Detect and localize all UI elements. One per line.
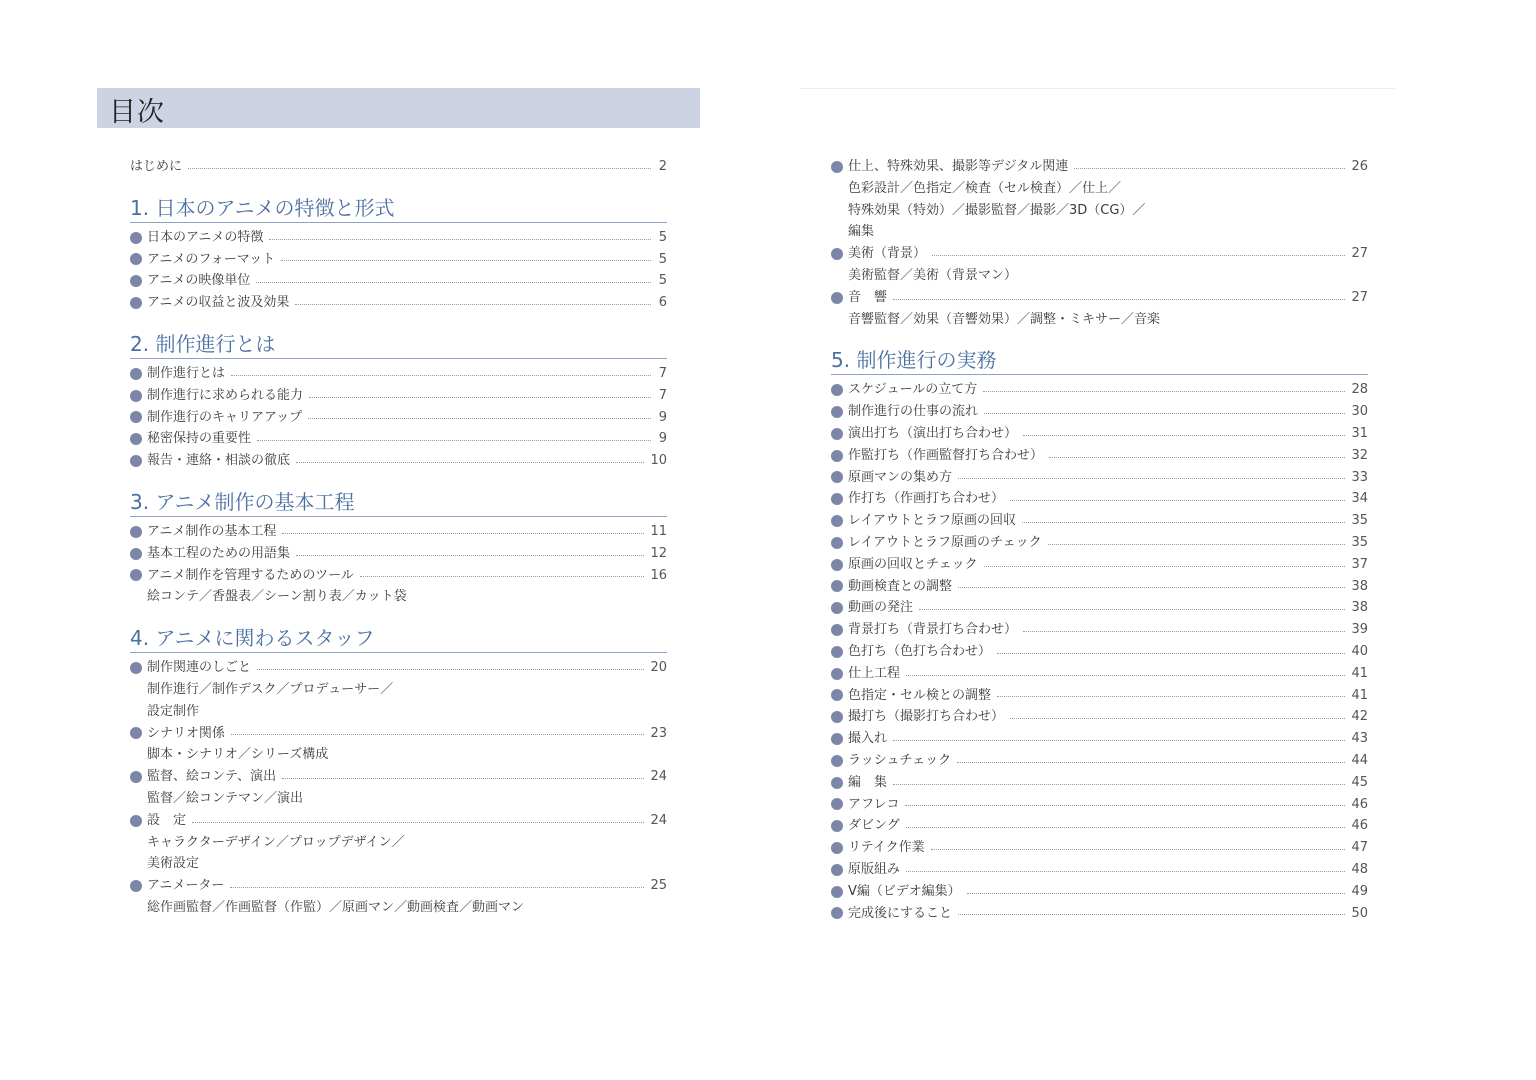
toc-entry[interactable]	[831, 287, 1368, 309]
toc-entry-page: 9	[658, 431, 667, 447]
bullet-icon	[831, 711, 843, 723]
toc-entry[interactable]	[130, 657, 667, 679]
toc-entry[interactable]	[831, 728, 1368, 750]
toc-entry-page: 16	[650, 567, 667, 583]
toc-entry-label: シナリオ関係	[147, 725, 225, 741]
bullet-icon	[831, 755, 843, 767]
toc-sub-entry: 特殊効果（特効）／撮影監督／撮影／3D（CG）／	[848, 202, 1146, 218]
dot-leader	[1023, 630, 1345, 632]
toc-entry[interactable]	[130, 521, 667, 543]
toc-entry-label: 原画の回収とチェック	[848, 556, 978, 572]
toc-entry-label: 制作関連のしごと	[147, 660, 252, 676]
toc-entry[interactable]	[831, 576, 1368, 598]
toc-entry-page: 38	[1351, 578, 1368, 594]
toc-entry[interactable]	[831, 401, 1368, 423]
bullet-icon	[130, 368, 142, 380]
bullet-icon	[831, 842, 843, 854]
toc-entry[interactable]	[831, 815, 1368, 837]
toc-entry-page: 24	[650, 769, 667, 785]
bullet-icon	[130, 275, 142, 287]
toc-entry-page: 47	[1351, 840, 1368, 856]
toc-entry-page: 35	[1351, 513, 1368, 529]
top-rule	[800, 88, 1395, 89]
toc-entry[interactable]	[831, 467, 1368, 489]
dot-leader	[309, 396, 651, 398]
dot-leader	[257, 439, 651, 441]
toc-entry-page: 40	[1351, 643, 1368, 659]
toc-entry-label: アニメの映像単位	[147, 273, 251, 289]
dot-leader	[231, 374, 651, 376]
toc-entry-page: 31	[1351, 425, 1368, 441]
toc-intro-label: はじめに	[130, 159, 183, 174]
toc-entry[interactable]	[831, 903, 1368, 925]
toc-entry[interactable]	[831, 641, 1368, 663]
dot-leader	[906, 826, 1346, 828]
toc-entry-page: 44	[1351, 752, 1368, 768]
dot-leader	[983, 390, 1345, 392]
dot-leader	[997, 695, 1345, 697]
bullet-icon	[831, 624, 843, 636]
bullet-icon	[831, 864, 843, 876]
bullet-icon	[130, 455, 142, 467]
toc-entry[interactable]	[831, 881, 1368, 903]
toc-intro-page: 2	[658, 159, 667, 174]
toc-entry[interactable]	[831, 423, 1368, 445]
bullet-icon	[831, 777, 843, 789]
toc-entry[interactable]	[130, 875, 667, 897]
bullet-icon	[831, 886, 843, 898]
toc-entry-label: 美術（背景）	[848, 246, 927, 262]
toc-entry-page: 38	[1351, 600, 1368, 616]
bullet-icon	[130, 662, 142, 674]
toc-entry-page: 27	[1351, 289, 1368, 305]
toc-entry-page: 7	[658, 387, 667, 403]
bullet-icon	[831, 292, 843, 304]
toc-entry[interactable]	[831, 685, 1368, 707]
toc-entry[interactable]	[831, 663, 1368, 685]
toc-entry[interactable]	[831, 706, 1368, 728]
toc-entry-page: 12	[650, 545, 667, 561]
toc-entry-page: 46	[1351, 796, 1368, 812]
toc-sub-entry: 脚本・シナリオ／シリーズ構成	[147, 747, 329, 763]
toc-entry-label: 演出打ち（演出打ち合わせ）	[848, 425, 1018, 441]
toc-entry[interactable]	[130, 407, 667, 429]
toc-entry-label: リテイク作業	[848, 840, 925, 856]
bullet-icon	[831, 689, 843, 701]
toc-entry-page: 24	[650, 812, 667, 828]
toc-right-section	[831, 346, 1368, 924]
toc-entry-page: 20	[650, 660, 667, 676]
toc-entry[interactable]	[831, 837, 1368, 859]
bullet-icon	[130, 771, 142, 783]
page-title: 目次	[109, 97, 165, 128]
toc-entry-label: 色打ち（色打ち合わせ）	[848, 643, 992, 659]
dot-leader	[231, 733, 645, 735]
bullet-icon	[831, 493, 843, 505]
toc-entry[interactable]	[831, 379, 1368, 401]
toc-entry[interactable]	[831, 772, 1368, 794]
bullet-icon	[831, 471, 843, 483]
toc-entry-label: 動画検査との調整	[848, 578, 953, 594]
toc-entry-label: 作監打ち（作画監督打ち合わせ）	[848, 447, 1044, 463]
dot-leader	[308, 417, 651, 419]
toc-entry-page: 7	[658, 365, 667, 381]
dot-leader	[188, 167, 651, 169]
toc-entry-label: 報告・連絡・相談の徹底	[147, 453, 291, 469]
bullet-icon	[831, 248, 843, 260]
bullet-icon	[831, 161, 843, 173]
toc-entry-page: 49	[1351, 883, 1368, 899]
toc-entry-page: 5	[658, 273, 667, 289]
dot-leader	[360, 575, 645, 577]
toc-entry-label: アニメのフォーマット	[147, 251, 276, 267]
toc-right-continued	[831, 156, 1368, 330]
toc-entry-label: アニメ制作の基本工程	[147, 523, 277, 539]
dot-leader	[230, 886, 644, 888]
toc-entry-label: 色指定・セル検との調整	[848, 687, 992, 703]
bullet-icon	[130, 232, 142, 244]
dot-leader	[893, 739, 1345, 741]
toc-sub-entry: 美術設定	[147, 856, 200, 872]
section-heading[interactable]: 2. 制作進行とは	[130, 330, 667, 359]
section-heading[interactable]: 1. 日本のアニメの特徴と形式	[130, 194, 667, 223]
toc-entry-label: 撮打ち（撮影打ち合わせ）	[848, 709, 1005, 725]
toc-section	[130, 624, 667, 919]
toc-entry-page: 41	[1351, 665, 1368, 681]
toc-entry-page: 23	[650, 725, 667, 741]
dot-leader	[906, 674, 1345, 676]
dot-leader	[296, 554, 644, 556]
toc-entry[interactable]	[831, 750, 1368, 772]
toc-entry[interactable]	[831, 532, 1368, 554]
bullet-icon	[831, 559, 843, 571]
dot-leader	[296, 461, 644, 463]
toc-entry-label: 基本工程のための用語集	[147, 545, 291, 561]
toc-entry-page: 5	[658, 229, 667, 245]
dot-leader	[958, 913, 1345, 915]
toc-entry-page: 27	[1351, 246, 1368, 262]
toc-entry[interactable]	[831, 794, 1368, 816]
bullet-icon	[831, 580, 843, 592]
dot-leader	[282, 777, 644, 779]
bullet-icon	[130, 390, 142, 402]
toc-entry[interactable]	[831, 156, 1368, 178]
bullet-icon	[831, 646, 843, 658]
toc-entry-label: 制作進行とは	[147, 365, 226, 381]
toc-sub-entry: 色彩設計／色指定／検査（セル検査）／仕上／	[848, 180, 1122, 196]
dot-leader	[906, 870, 1345, 872]
dot-leader	[931, 848, 1346, 850]
bullet-icon	[831, 406, 843, 418]
toc-entry[interactable]	[130, 292, 667, 314]
dot-leader	[958, 477, 1345, 479]
toc-entry-label: 制作進行の仕事の流れ	[848, 404, 979, 420]
toc-entry-label: アニメ制作を管理するためのツール	[147, 567, 354, 583]
dot-leader	[1049, 456, 1345, 458]
toc-entry[interactable]	[130, 385, 667, 407]
toc-entry-label: 仕上工程	[848, 665, 901, 681]
toc-entry-label: 編 集	[848, 774, 888, 790]
toc-entry-label: ダビング	[848, 818, 900, 834]
toc-entry-page: 45	[1351, 774, 1368, 790]
toc-entry[interactable]	[130, 810, 667, 832]
toc-entry[interactable]	[130, 363, 667, 385]
toc-entry-page: 42	[1351, 709, 1368, 725]
toc-entry-label: アフレコ	[848, 796, 900, 812]
toc-sub-entry: 総作画監督／作画監督（作監）／原画マン／動画検査／動画マン	[147, 899, 525, 915]
bullet-icon	[130, 526, 142, 538]
toc-entry[interactable]	[130, 543, 667, 565]
toc-entry-label: スケジュールの立て方	[848, 382, 978, 398]
dot-leader	[192, 821, 644, 823]
toc-entry-label: 撮入れ	[848, 731, 888, 747]
toc-entry-page: 9	[658, 409, 667, 425]
toc-entry-page: 39	[1351, 622, 1368, 638]
toc-entry-page: 50	[1351, 905, 1368, 921]
toc-entry-page: 5	[658, 251, 667, 267]
toc-entry[interactable]	[130, 249, 667, 271]
section-heading[interactable]: 5. 制作進行の実務	[831, 346, 1368, 375]
toc-entry-page: 26	[1351, 159, 1368, 174]
dot-leader	[997, 652, 1345, 654]
toc-entry[interactable]	[130, 227, 667, 249]
bullet-icon	[831, 907, 843, 919]
bullet-icon	[831, 537, 843, 549]
bullet-icon	[130, 411, 142, 423]
dot-leader	[957, 761, 1345, 763]
toc-entry-label: レイアウトとラフ原画の回収	[848, 513, 1016, 529]
dot-leader	[984, 412, 1345, 414]
toc-entry-label: 設 定	[147, 812, 187, 828]
toc-entry-label: V編（ビデオ編集）	[848, 883, 961, 899]
toc-entry[interactable]	[130, 766, 667, 788]
toc-sub-entry: 監督／絵コンテマン／演出	[147, 790, 304, 806]
dot-leader	[1023, 434, 1345, 436]
toc-entry-label: 背景打ち（背景打ち合わせ）	[848, 622, 1018, 638]
bullet-icon	[130, 569, 142, 581]
toc-entry[interactable]	[130, 270, 667, 292]
dot-leader	[893, 783, 1345, 785]
dot-leader	[984, 565, 1346, 567]
toc-entry-label: 音 響	[848, 289, 888, 305]
bullet-icon	[130, 253, 142, 265]
toc-entry-label: 完成後にすること	[848, 905, 953, 921]
toc-entry[interactable]	[831, 445, 1368, 467]
bullet-icon	[831, 668, 843, 680]
toc-entry-page: 33	[1351, 469, 1368, 485]
bullet-icon	[831, 384, 843, 396]
toc-entry-label: 動画の発注	[848, 600, 914, 616]
bullet-icon	[130, 815, 142, 827]
section-heading[interactable]: 3. アニメ制作の基本工程	[130, 488, 667, 517]
dot-leader	[905, 804, 1345, 806]
toc-entry-label: アニメーター	[147, 878, 225, 894]
toc-entry[interactable]	[831, 554, 1368, 576]
toc-entry-page: 25	[650, 878, 667, 894]
toc-sub-entry: 絵コンテ／香盤表／シーン割り表／カット袋	[147, 589, 407, 605]
bullet-icon	[831, 798, 843, 810]
toc-sub-entry: 編集	[848, 224, 875, 240]
bullet-icon	[130, 548, 142, 560]
toc-entry-label: レイアウトとラフ原画のチェック	[848, 534, 1042, 550]
toc-entry-page: 30	[1351, 404, 1368, 420]
toc-entry-label: 原画マンの集め方	[848, 469, 953, 485]
toc-entry[interactable]	[130, 565, 667, 587]
toc-entry-page: 41	[1351, 687, 1368, 703]
toc-entry[interactable]	[130, 723, 667, 745]
toc-entry-label: 原版組み	[848, 861, 901, 877]
dot-leader	[282, 532, 644, 534]
dot-leader	[256, 281, 651, 283]
dot-leader	[1022, 521, 1345, 523]
bullet-icon	[130, 727, 142, 739]
toc-sub-entry: キャラクターデザイン／プロップデザイン／	[147, 834, 405, 850]
toc-sub-entry: 美術監督／美術（背景マン）	[848, 267, 1018, 283]
toc-entry-label: ラッシュチェック	[848, 752, 952, 768]
dot-leader	[967, 892, 1346, 894]
dot-leader	[1048, 543, 1346, 545]
toc-entry-page: 48	[1351, 861, 1368, 877]
toc-left-sections	[130, 194, 667, 919]
toc-sub-entry: 制作進行／制作デスク／プロデューサー／	[147, 681, 394, 697]
toc-section	[130, 194, 667, 314]
toc-entry[interactable]	[831, 488, 1368, 510]
toc-entry[interactable]	[831, 243, 1368, 265]
bullet-icon	[831, 820, 843, 832]
toc-entry-page: 37	[1351, 556, 1368, 572]
dot-leader	[295, 303, 651, 305]
bullet-icon	[831, 515, 843, 527]
toc-entry[interactable]	[831, 597, 1368, 619]
toc-entry-page: 35	[1351, 534, 1368, 550]
toc-entry-page: 34	[1351, 491, 1368, 507]
toc-sub-entry: 音響監督／効果（音響効果）／調整・ミキサー／音楽	[848, 311, 1161, 327]
bullet-icon	[831, 450, 843, 462]
toc-entry[interactable]	[831, 510, 1368, 532]
dot-leader	[257, 668, 644, 670]
section-heading[interactable]: 4. アニメに関わるスタッフ	[130, 624, 667, 653]
dot-leader	[919, 608, 1345, 610]
toc-right-column	[831, 156, 1368, 924]
bullet-icon	[130, 880, 142, 892]
dot-leader	[1010, 499, 1345, 501]
toc-entry-page: 28	[1351, 382, 1368, 398]
toc-entry[interactable]	[130, 450, 667, 472]
toc-entry[interactable]	[130, 428, 667, 450]
toc-entry-page: 6	[658, 295, 667, 311]
toc-entry-label: 監督、絵コンテ、演出	[147, 769, 277, 785]
toc-entry[interactable]	[831, 859, 1368, 881]
dot-leader	[893, 298, 1345, 300]
dot-leader	[1074, 167, 1345, 169]
toc-entry-label: 秘密保持の重要性	[147, 431, 252, 447]
dot-leader	[269, 238, 651, 240]
dot-leader	[281, 259, 651, 261]
toc-sub-entry: 設定制作	[147, 703, 200, 719]
dot-leader	[932, 254, 1345, 256]
toc-section	[130, 488, 667, 608]
bullet-icon	[831, 428, 843, 440]
bullet-icon	[130, 433, 142, 445]
toc-entry-page: 11	[650, 523, 667, 539]
toc-entry-label: 制作進行に求められる能力	[147, 387, 304, 403]
toc-entry-label: 日本のアニメの特徴	[147, 229, 264, 245]
toc-entry-label: 制作進行のキャリアアップ	[147, 409, 303, 425]
toc-entry-label: アニメの収益と波及効果	[147, 295, 290, 311]
toc-section	[130, 330, 667, 472]
bullet-icon	[831, 733, 843, 745]
toc-entry[interactable]	[831, 619, 1368, 641]
dot-leader	[958, 586, 1345, 588]
toc-entry-page: 10	[650, 453, 667, 469]
toc-intro[interactable]	[130, 156, 667, 178]
toc-left-column	[130, 156, 667, 919]
toc-entry-label: 仕上、特殊効果、撮影等デジタル関連	[848, 159, 1069, 174]
toc-entry-page: 43	[1351, 731, 1368, 747]
bullet-icon	[831, 602, 843, 614]
toc-entry-page: 46	[1351, 818, 1368, 834]
title-bar	[97, 88, 700, 128]
bullet-icon	[130, 297, 142, 309]
toc-entry-page: 32	[1351, 447, 1368, 463]
dot-leader	[1010, 717, 1345, 719]
toc-entry-label: 作打ち（作画打ち合わせ）	[848, 491, 1005, 507]
